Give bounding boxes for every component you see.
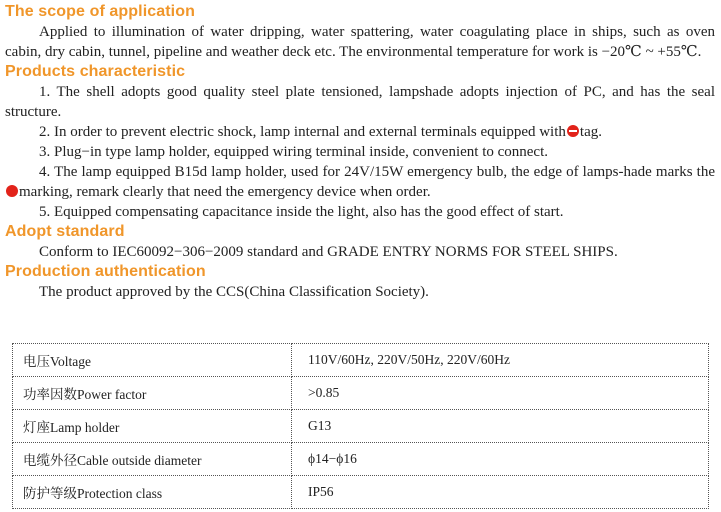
table-row — [13, 443, 709, 476]
spec-label: 电压Voltage — [13, 344, 292, 377]
products-heading: Products characteristic — [5, 63, 186, 80]
spec-value: 110V/60Hz, 220V/50Hz, 220V/60Hz — [292, 344, 709, 377]
spec-table — [12, 343, 709, 509]
spec-label: 电缆外径Cable outside diameter — [13, 443, 292, 476]
product-item-1: 1. The shell adopts good quality steel plate tensioned, lampshade adopts injection of PC, and has the seal structure. — [5, 84, 715, 120]
product-item-4 — [0, 162, 721, 202]
spec-value: >0.85 — [292, 377, 709, 410]
standard-text: Conform to IEC60092−306−2009 standard and GRADE ENTRY NORMS FOR STEEL SHIPS. — [39, 244, 618, 260]
spec-value: ϕ14−ϕ16 — [292, 443, 709, 476]
spec-label: 功率因数Power factor — [13, 377, 292, 410]
product-item-2 — [0, 122, 721, 142]
spec-label: 灯座Lamp holder — [13, 410, 292, 443]
earth-terminal-icon — [567, 125, 579, 137]
authentication-heading: Production authentication — [5, 263, 206, 280]
table-row — [13, 344, 709, 377]
spec-label: 防护等级Protection class — [13, 476, 292, 509]
scope-heading: The scope of application — [5, 3, 195, 20]
spec-value: G13 — [292, 410, 709, 443]
spec-value: IP56 — [292, 476, 709, 509]
scope-text: Applied to illumination of water dripping, water spattering, water coagulating place in ships, such as oven cabin, dry cabin, tunnel, pipeline and weather deck etc. The environmental temperature for work is −20℃ ~ +55℃. — [5, 24, 715, 60]
product-item-4-text: 4. The lamp equipped B15d lamp holder, used for 24V/15W emergency bulb, the edge of lamps-hade marks the — [39, 164, 715, 180]
table-row — [13, 377, 709, 410]
product-item-2-text: 2. In order to prevent electric shock, lamp internal and external terminals equipped with — [39, 124, 566, 140]
authentication-text: The product approved by the CCS(China Classification Society). — [39, 284, 429, 300]
product-item-2-tail: tag. — [579, 124, 602, 140]
red-dot-marker-icon — [6, 185, 18, 197]
product-item-3: 3. Plug−in type lamp holder, equipped wiring terminal inside, convenient to connect. — [39, 144, 548, 160]
product-item-5: 5. Equipped compensating capacitance inside the light, also has the good effect of start. — [39, 204, 564, 220]
table-row — [13, 476, 709, 509]
product-item-4-tail: marking, remark clearly that need the emergency device when order. — [19, 184, 431, 200]
standard-heading: Adopt standard — [5, 223, 125, 240]
table-row — [13, 410, 709, 443]
